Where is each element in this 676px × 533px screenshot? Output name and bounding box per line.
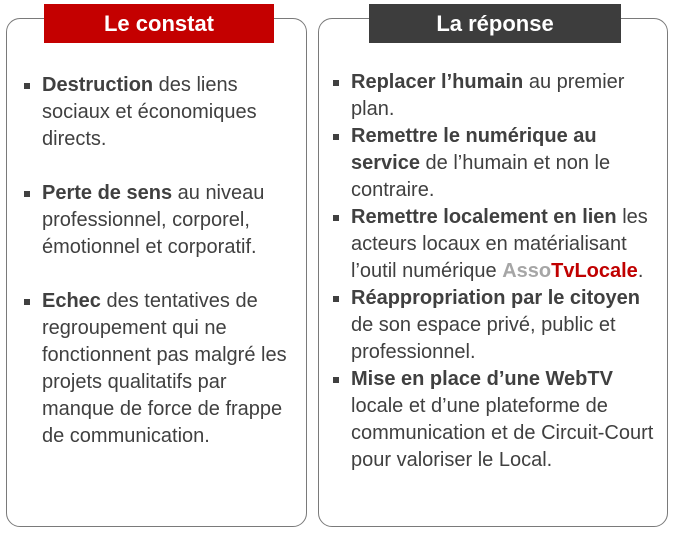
constat-list: [42, 72, 302, 477]
item-bold: Perte de sens: [42, 182, 173, 204]
item-text: des liens sociaux et économiques directs.: [42, 74, 257, 150]
list-item: [351, 69, 661, 123]
item-text: locale et d’une plateforme de communication et de Circuit-Court pour valoriser le Local.: [351, 395, 654, 471]
item-text: au premier plan.: [351, 71, 625, 120]
list-item: [351, 204, 661, 285]
reponse-list: [351, 69, 661, 474]
list-item: [351, 366, 661, 474]
list-item: [42, 288, 302, 450]
item-text: les acteurs locaux en matérialisant l’outil numérique: [351, 206, 648, 282]
brand-tvlocale: TvLocale: [551, 260, 638, 282]
list-item: [351, 285, 661, 366]
item-text: de son espace privé, public et professionnel.: [351, 314, 616, 363]
item-bold: Remettre le numérique au service: [351, 125, 597, 174]
item-bold: Echec: [42, 290, 101, 312]
list-item: [42, 180, 302, 261]
item-bold: Mise en place d’une WebTV: [351, 368, 613, 390]
reponse-title: La réponse: [369, 4, 621, 43]
item-bold: Réappropriation par le citoyen: [351, 287, 640, 309]
list-item: [42, 72, 302, 153]
item-text: au niveau professionnel, corporel, émotionnel et corporatif.: [42, 182, 265, 258]
item-text: des tentatives de regroupement qui ne fonctionnent pas malgré les projets qualitatifs par manque de force de frappe de communication.: [42, 290, 287, 447]
list-item: [351, 123, 661, 204]
item-tail: .: [637, 260, 644, 282]
item-bold: Remettre localement en lien: [351, 206, 617, 228]
constat-title: Le constat: [44, 4, 274, 43]
item-text: de l’humain et non le contraire.: [351, 152, 611, 201]
item-bold: Replacer l’humain: [351, 71, 524, 93]
item-bold: Destruction: [42, 74, 154, 96]
brand-asso: Asso: [502, 260, 552, 282]
